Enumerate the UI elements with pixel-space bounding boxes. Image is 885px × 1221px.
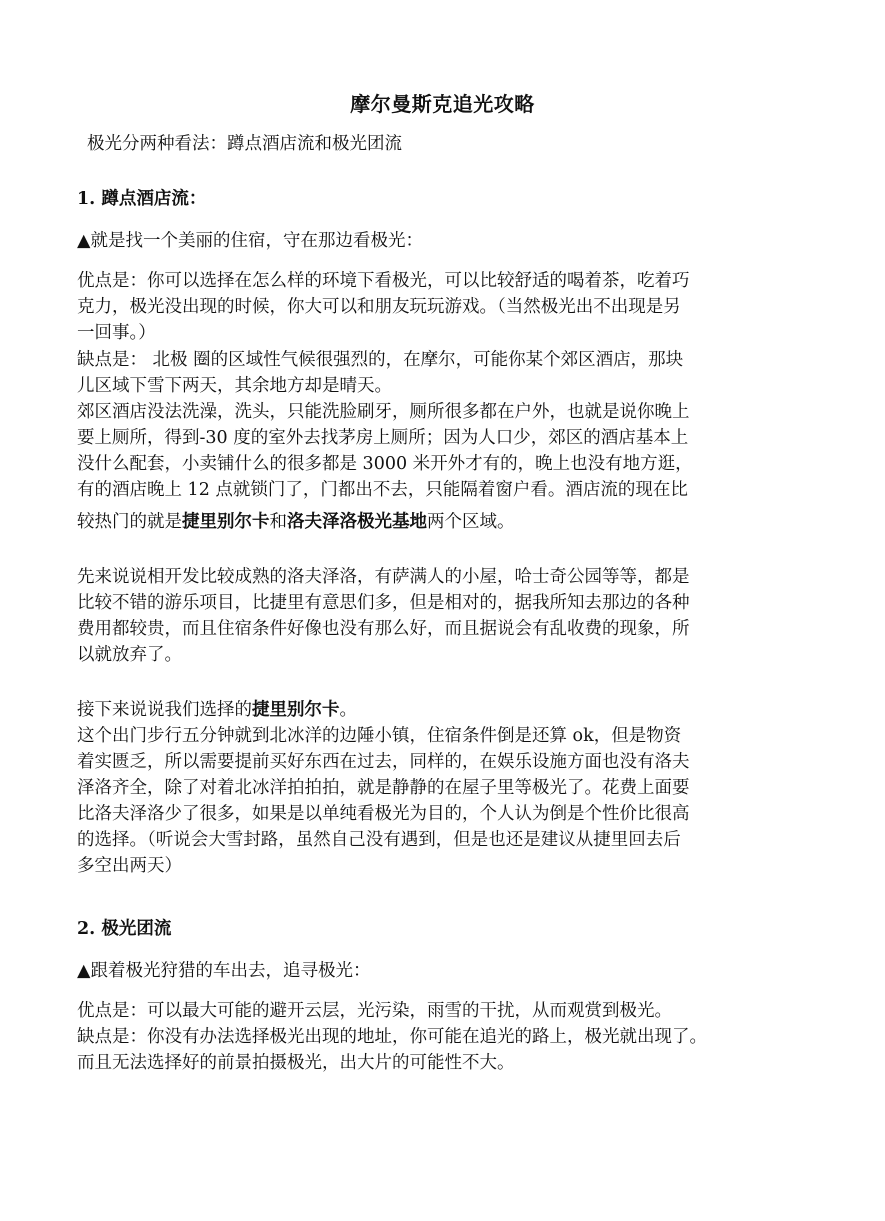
paragraph-line: 缺点是： 北极 圈的区域性气候很强烈的，在摩尔，可能你某个郊区酒店，那块 <box>77 350 684 370</box>
paragraph-line: 有的酒店晚上 12 点就锁门了，门都出不去，只能隔着窗户看。酒店流的现在比 <box>77 480 688 500</box>
bold-place-teriberka: 捷里别尔卡 <box>252 700 340 720</box>
paragraph-line: 一回事。） <box>77 323 156 343</box>
intro-text: 极光分两种看法：蹲点酒店流和极光团流 <box>87 134 402 154</box>
paragraph-line <box>77 696 807 724</box>
paragraph-line: 泽洛齐全，除了对着北冰洋拍拍拍，就是静静的在屋子里等极光了。花费上面要 <box>77 778 690 798</box>
paragraph-line: 的选择。（听说会大雪封路，虽然自己没有遇到，但是也还是建议从捷里回去后 <box>77 830 681 850</box>
paragraph-line: 要上厕所，得到-30 度的室外去找茅房上厕所；因为人口少，郊区的酒店基本上 <box>77 428 689 448</box>
paragraph-line: 没什么配套，小卖铺什么的很多都是 3000 米开外才有的，晚上也没有地方逛， <box>77 454 693 474</box>
text-run: 较热门的就是 <box>77 512 182 532</box>
bold-place-teriberka: 捷里别尔卡 <box>182 512 270 532</box>
paragraph-line: 优点是：可以最大可能的避开云层，光污染，雨雪的干扰，从而观赏到极光。 <box>77 1001 672 1021</box>
paragraph-line: 多空出两天） <box>77 856 182 876</box>
paragraph-line: 先来说说相开发比较成熟的洛夫泽洛，有萨满人的小屋，哈士奇公园等等，都是 <box>77 567 690 587</box>
section-heading-hotel: 1. 蹲点酒店流： <box>77 189 207 209</box>
paragraph-line: 以就放弃了。 <box>77 645 182 665</box>
paragraph-line: 而且无法选择好的前景拍摄极光，出大片的可能性不大。 <box>77 1053 515 1073</box>
section-heading-tour: 2. 极光团流 <box>77 919 172 939</box>
text-run: 接下来说说我们选择的 <box>77 700 252 720</box>
paragraph-line: 克力，极光没出现的时候，你大可以和朋友玩玩游戏。（当然极光出不出现是另 <box>77 297 681 317</box>
paragraph-line: 郊区酒店没法洗澡，洗头，只能洗脸刷牙，厕所很多都在户外，也就是说你晚上 <box>77 402 690 422</box>
paragraph-line: 这个出门步行五分钟就到北冰洋的边陲小镇，住宿条件倒是还算 ok，但是物资 <box>77 726 682 746</box>
page-title: 摩尔曼斯克追光攻略 <box>350 92 535 116</box>
bullet-hotel: ▲就是找一个美丽的住宿，守在那边看极光： <box>77 231 423 251</box>
text-run: 两个区域。 <box>427 512 515 532</box>
paragraph-line <box>77 508 807 536</box>
bullet-tour: ▲跟着极光狩猎的车出去，追寻极光： <box>77 961 371 981</box>
paragraph-line: 着实匮乏，所以需要提前买好东西在过去，同样的，在娱乐设施方面也没有洛夫 <box>77 752 690 772</box>
bold-place-lovozero: 洛夫泽洛极光基地 <box>287 512 427 532</box>
text-run: 。 <box>339 700 357 720</box>
paragraph-line: 优点是：你可以选择在怎么样的环境下看极光，可以比较舒适的喝着茶，吃着巧 <box>77 271 690 291</box>
paragraph-line: 比较不错的游乐项目，比捷里有意思们多，但是相对的，据我所知去那边的各种 <box>77 593 690 613</box>
paragraph-line: 费用都较贵，而且住宿条件好像也没有那么好，而且据说会有乱收费的现象，所 <box>77 619 690 639</box>
text-run: 和 <box>269 512 287 532</box>
paragraph-line: 比洛夫泽洛少了很多，如果是以单纯看极光为目的，个人认为倒是个性价比很高 <box>77 804 690 824</box>
paragraph-line: 缺点是：你没有办法选择极光出现的地址，你可能在追光的路上，极光就出现了。 <box>77 1027 707 1047</box>
paragraph-line: 儿区域下雪下两天，其余地方却是晴天。 <box>77 376 392 396</box>
